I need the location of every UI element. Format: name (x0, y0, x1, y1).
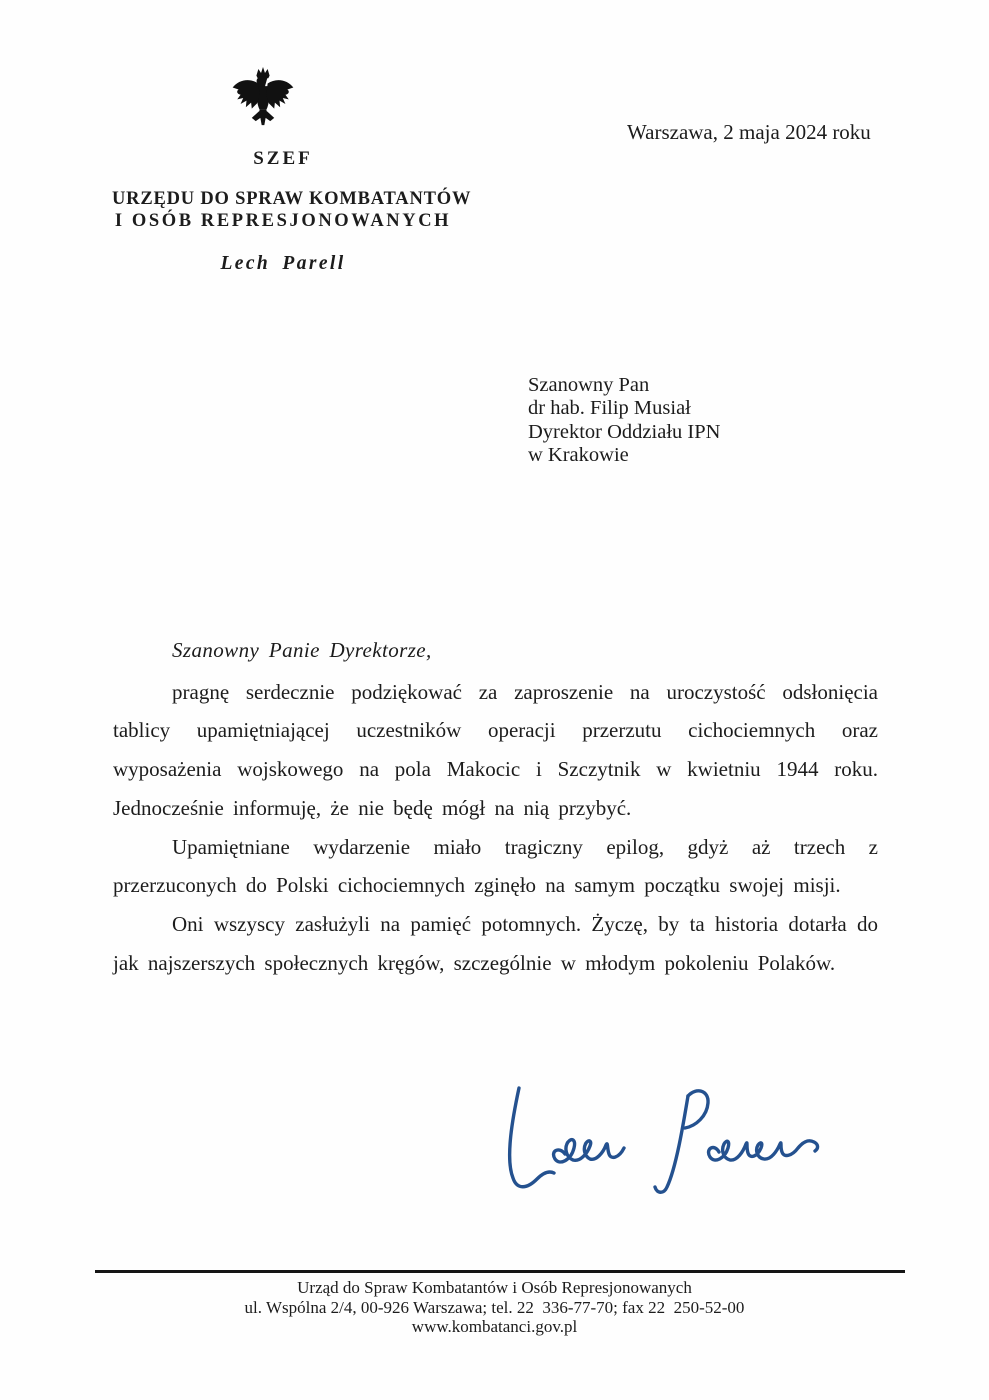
footer-divider (95, 1270, 905, 1273)
sender-name: Lech Parell (220, 253, 346, 274)
salutation: Szanowny Panie Dyrektorze, (172, 638, 432, 662)
date-line: Warszawa, 2 maja 2024 roku (627, 120, 871, 144)
footer (0, 1278, 989, 1337)
footer-address: ul. Wspólna 2/4, 00-926 Warszawa; tel. 22 336-77-70; fax 22 250-52-00 (244, 1297, 745, 1317)
sender-org-line2: I OSÓB REPRESJONOWANYCH (114, 211, 452, 231)
recipient-line: Szanowny Pan (528, 374, 650, 396)
body-paragraph-3: Oni wszyscy zasłużyli na pamięć potomnych. Życzę, by ta historia dotarła do jak najszerszych społecznych kręgów, szczególnie w młodym pokoleniu Polaków. (113, 911, 878, 975)
footer-website: www.kombatanci.gov.pl (411, 1317, 578, 1336)
handwritten-signature (502, 1080, 832, 1218)
sender-org-line1: URZĘDU DO SPRAW KOMBATANTÓW (112, 189, 472, 209)
body-paragraph-2: Upamiętniane wydarzenie miało tragiczny epilog, gdyż aż trzech z przerzuconych do Polski cichociemnych zginęło na samym początku swojej misji. (113, 834, 878, 898)
recipient-line: dr hab. Filip Musiał (528, 397, 691, 420)
recipient-line: w Krakowie (528, 444, 629, 467)
footer-org-name: Urząd do Spraw Kombatantów i Osób Represjonowanych (297, 1278, 692, 1297)
body-paragraph-1: pragnę serdecznie podziękować za zaproszenie na uroczystość odsłonięcia tablicy upamiętniającej uczestników operacji przerzutu cichociemnych oraz wyposażenia wojskowego na pola Makocic i Szczytnik w kwietniu 1944 roku. Jednocześnie informuję, że nie będę mógł na nią przybyć. (113, 679, 878, 820)
sender-title: SZEF (253, 148, 313, 169)
polish-eagle-icon (230, 64, 296, 140)
letter-body (113, 631, 878, 982)
recipient-block (528, 374, 720, 468)
recipient-line: Dyrektor Oddziału IPN (528, 420, 721, 443)
letterhead (112, 148, 472, 275)
